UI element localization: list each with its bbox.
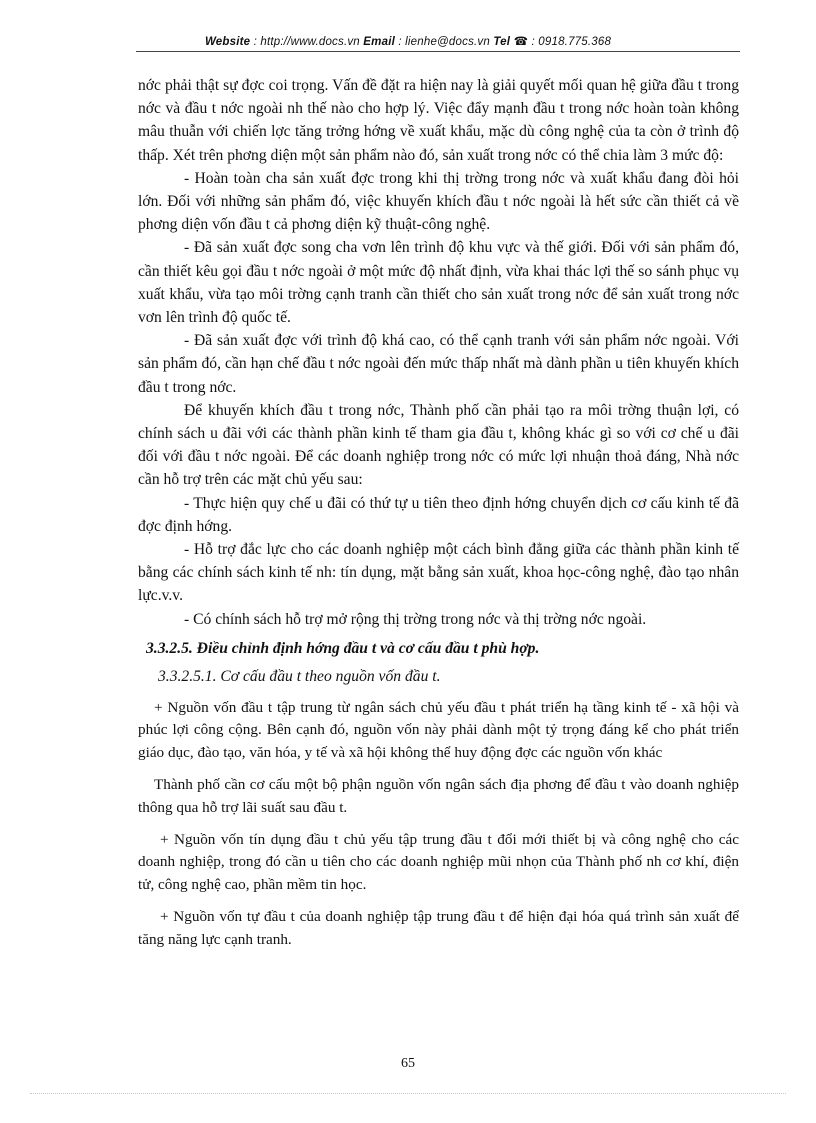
tel-label: Tel — [493, 36, 511, 48]
body-paragraph: - Đã sản xuất đợc song cha vơn lên trình độ khu vực và thế giới. Đối với sản phẩm đó, cần thiết kêu gọi đầu t nớc ngoài ở một mức độ nhất định, vừa khai thác lợi thế so sánh phục vụ xuất khẩu, vừa tạo môi trờng cạnh tranh cần thiết cho sản xuất trong nớc để sản xuất trong nớc vơn lên trình độ quốc tế. — [138, 239, 739, 327]
page-header — [0, 34, 816, 48]
header-divider — [136, 51, 740, 52]
phone-number: : 0918.775.368 — [528, 36, 612, 48]
email-address: : lienhe@docs.vn — [394, 36, 494, 48]
body-paragraph: - Thực hiện quy chế u đãi có thứ tự u tiên theo định hớng chuyển dịch cơ cấu kinh tế đã đợc định hớng. — [138, 494, 739, 535]
website-label: Website — [204, 36, 251, 48]
email-label: Email — [363, 36, 395, 48]
website-url: : http://www.docs.vn — [250, 36, 364, 48]
page-number: 65 — [401, 1056, 415, 1071]
body-paragraph: nớc phải thật sự đợc coi trọng. Vấn đề đặt ra hiện nay là giải quyết mối quan hệ giữa đầu t trong nớc và đầu t nớc ngoài nh thế nào cho hợp lý. Việc đẩy mạnh đầu t trong nớc hoàn toàn không mâu thuẫn với chiến lợc tăng trởng hớng về xuất khẩu, mặc dù công nghệ của ta còn ở trình độ thấp. Xét trên phơng diện một sản phẩm nào đó, sản xuất trong nớc có thể chia làm 3 mức độ: — [138, 77, 739, 164]
body-paragraph: Để khuyến khích đầu t trong nớc, Thành phố cần phải tạo ra môi trờng thuận lợi, có chính sách u đãi với các thành phần kinh tế tham gia đầu t, không khác gì so với cơ chế u đãi đối với đầu t nớc ngoài. Để các doanh nghiệp trong nớc có mức lợi nhuận thoả đáng, Nhà nớc cần hỗ trợ trên các mặt chủ yếu sau: — [138, 401, 739, 489]
body-paragraph: - Có chính sách hỗ trợ mở rộng thị trờng trong nớc và thị trờng nớc ngoài. — [184, 610, 647, 628]
section-heading: 3.3.2.5. Điều chỉnh định hớng đầu t và cơ cấu đầu t phù hợp. — [146, 639, 540, 657]
sub-paragraph: + Nguồn vốn tín dụng đầu t chủ yếu tập trung đầu t đổi mới thiết bị và công nghệ cho các doanh nghiệp, trong đó cần u tiên cho các doanh nghiệp mũi nhọn của Thành phố nh cơ khí, điện tử, công nghệ cao, phần mềm tin học. — [138, 830, 739, 893]
footer-divider — [30, 1093, 786, 1094]
document-body — [138, 74, 739, 961]
body-paragraph: - Đã sản xuất đợc với trình độ khá cao, có thể cạnh tranh với sản phẩm nớc ngoài. Với sản phẩm đó, cần hạn chế đầu t nớc ngoài đến mức thấp nhất mà dành phần u tiên khuyến khích đầu t trong nớc. — [138, 332, 739, 396]
subsection-heading: 3.3.2.5.1. Cơ cấu đầu t theo nguồn vốn đầu t. — [158, 667, 441, 685]
sub-paragraph: + Nguồn vốn đầu t tập trung từ ngân sách chủ yếu đầu t phát triển hạ tầng kinh tế - xã hội và phúc lợi công cộng. Bên cạnh đó, nguồn vốn này phải dành một tỷ trọng đáng kể cho phát triển giáo dục, đào tạo, văn hóa, y tế và xã hội không thể huy động đợc các nguồn vốn khác — [138, 698, 739, 761]
phone-icon: ☎ — [513, 36, 529, 48]
sub-paragraph: + Nguồn vốn tự đầu t của doanh nghiệp tập trung đầu t để hiện đại hóa quá trình sản xuất để tăng năng lực cạnh tranh. — [138, 908, 739, 948]
body-paragraph: - Hỗ trợ đắc lực cho các doanh nghiệp một cách bình đẳng giữa các thành phần kinh tế bằng các chính sách kinh tế nh: tín dụng, mặt bằng sản xuất, khoa học-công nghệ, đào tạo nhân lực.v.v. — [138, 541, 739, 605]
sub-paragraph: Thành phố cần cơ cấu một bộ phận nguồn vốn ngân sách địa phơng để đầu t vào doanh nghiệp thông qua hỗ trợ lãi suất sau đầu t. — [138, 776, 739, 816]
body-paragraph: - Hoàn toàn cha sản xuất đợc trong khi thị trờng trong nớc và xuất khẩu đang đòi hỏi lớn. Đối với những sản phẩm đó, việc khuyến khích đầu t nớc ngoài là hết sức cần thiết cả về phơng diện vốn đầu t cả phơng diện kỹ thuật-công nghệ. — [138, 169, 739, 234]
